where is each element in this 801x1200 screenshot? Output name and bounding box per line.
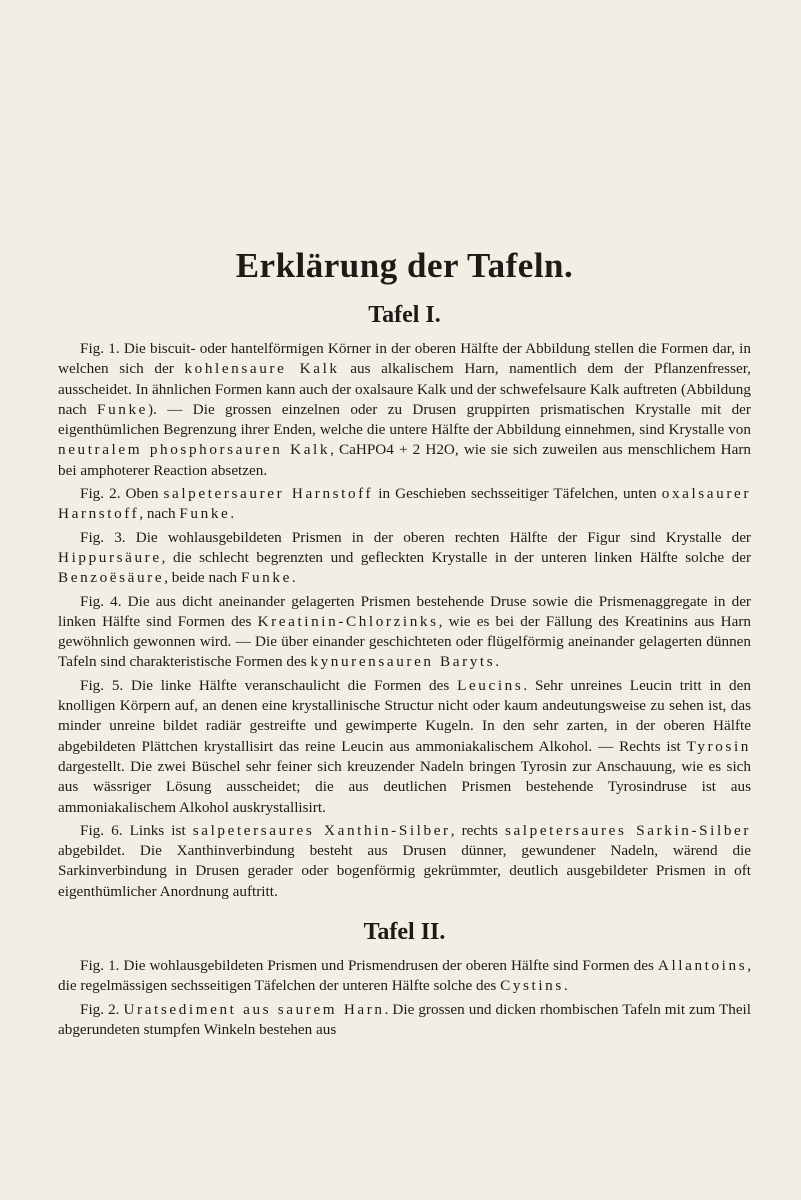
fig-2-paragraph: Fig. 2. Oben salpetersaurer Harnstoff in Geschieben sechsseitiger Täfelchen, unten oxalsaurer Harnstoff, nach Funke. xyxy=(58,485,751,523)
fig-5-paragraph: Fig. 5. Die linke Hälfte veranschaulicht die Formen des Leucins. Sehr unreines Leucin tritt in den knolligen Körpern auf, an denen eine krystallinische Structur nicht oder kaum andeutungsweise zu sehen ist, das minder unreine bildet radiär gestreifte und gewimperte Kugeln. In den sehr zarten, in der oberen Hälfte abgebildeten Plättchen krystallisirt das reine Leucin aus ammoniakalischem Alkohol. — Rechts ist Tyrosin dargestellt. Die zwei Büschel sehr feiner sich kreuzender Nadeln bringen Tyrosin zur Anschauung, wie es sich aus wässriger Lösung ausscheidet; die aus deutlichen Prismen bestehende Tyrosindruse ist aus ammoniakalischem Alkohol auskrystallisirt. xyxy=(58,676,751,816)
fig-6-paragraph: Fig. 6. Links ist salpetersaures Xanthin-Silber, rechts salpetersaures Sarkin-Silber abgebildet. Die Xanthinverbindung besteht aus Drusen dünner, gewundener Nadeln, wärend die Sarkinverbindung in Drusen gerader oder bogenförmig gekrümmter, deutlich ausgebildeter Prismen in oft eigenthümlicher Anordnung auftritt. xyxy=(58,821,752,900)
fig-3-paragraph: Fig. 3. Die wohlausgebildeten Prismen in der oberen rechten Hälfte der Figur sind Krystalle der Hippursäure, die schlecht begrenzten und gefleckten Krystalle in der unteren linken Hälfte solche der Benzoësäure, beide nach Funke. xyxy=(58,528,751,587)
section-heading-tafel-2: Tafel II. xyxy=(363,919,446,946)
tafel-2-fig-2-paragraph: Fig. 2. Uratsediment aus saurem Harn. Die grossen und dicken rhombischen Tafeln mit zum Theil abgerundeten stumpfen Winkeln bestehen aus xyxy=(58,1000,751,1038)
section-heading-tafel-1: Tafel I. xyxy=(368,302,441,328)
page-title: Erklärung der Tafeln. xyxy=(235,246,574,285)
fig-1-paragraph: Fig. 1. Die biscuit- oder hantelförmigen Körner in der oberen Hälfte der Abbildung stellen die Formen dar, in welchen sich der kohlensaure Kalk aus alkalischem Harn, namentlich dem der Pflanzenfresser, ausscheidet. In ähnlichen Formen kann auch der oxalsaure Kalk und der schwefelsaure Kalk auftreten (Abbildung nach Funke). — Die grossen einzelnen oder zu Drusen gruppirten prismatischen Krystalle mit der eigenthümlichen Begrenzung ihrer Enden, welche die untere Hälfte der Abbildung einnehmen, sind Krystalle von neutralem phosphorsauren Kalk, CaHPO4 + 2 H2O, wie sie sich zuweilen aus menschlichem Harn bei amphoterer Reaction absetzen. xyxy=(58,340,751,479)
fig-4-paragraph: Fig. 4. Die aus dicht aneinander gelagerten Prismen bestehende Druse sowie die Prismenaggregate in der linken Hälfte sind Formen des Kreatinin-Chlorzinks, wie es bei der Fällung des Kreatinins aus Harn gewöhnlich gewonnen wird. — Die über einander geschichteten oder flügelförmig aneinander gelagerten dünnen Tafeln sind charakteristische Formen des kynurensauren Baryts. xyxy=(58,592,751,671)
tafel-2-fig-1-paragraph: Fig. 1. Die wohlausgebildeten Prismen und Prismendrusen der oberen Hälfte sind Formen des Allantoins, die regelmässigen sechsseitigen Täfelchen der unteren Hälfte solche des Cystins. xyxy=(58,957,751,995)
